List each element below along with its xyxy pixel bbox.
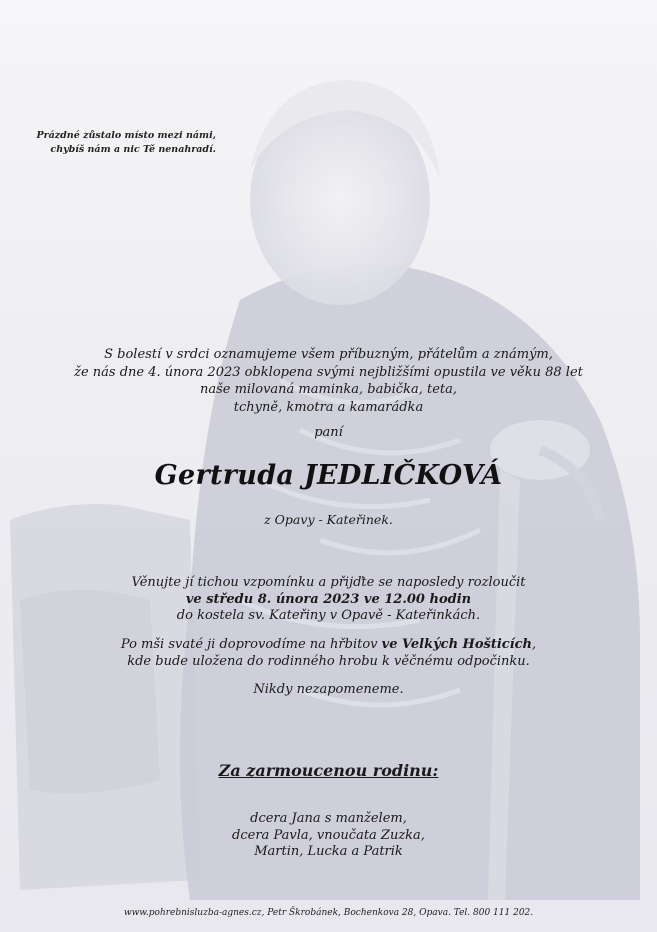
funeral-datetime: ve středu 8. února 2023 ve 12.00 hodin — [185, 591, 472, 607]
burial-line: Po mši svaté ji doprovodíme na hřbitov ve Velkých Hošticích, — [120, 637, 537, 652]
family-heading: Za zarmoucenou rodinu: — [218, 761, 439, 780]
cemetery-name: ve Velkých Hošticích — [381, 637, 532, 652]
verse-line: Prázdné zůstalo místo mezi námi, — [36, 130, 216, 141]
announcement-line: naše milovaná maminka, babička, teta, — [199, 382, 458, 397]
announcement-line: že nás dne 4. února 2023 obklopena svými nejbližšími opustila ve věku 88 let — [74, 364, 583, 380]
family-member-line: Martin, Lucka a Patrik — [254, 844, 403, 859]
deceased-name: Gertruda JEDLIČKOVÁ — [154, 460, 503, 491]
burial-line: kde bude uložena do rodinného hrobu k věčnému odpočinku. — [127, 653, 530, 669]
verse-line: chybíš nám a nic Tě nenahradí. — [50, 144, 216, 155]
closing-line: Nikdy nezapomeneme. — [253, 682, 404, 697]
family-list — [0, 811, 657, 861]
origin-text: z Opavy - Kateřinek. — [264, 512, 393, 527]
funeral-service-footer: www.pohrebnisluzba-agnes.cz, Petr Škrobánek, Bochenkova 28, Opava. Tel. 800 111 202. — [123, 908, 534, 918]
announcement-line: S bolestí v srdci oznamujeme všem příbuzným, přátelům a známým, — [104, 347, 553, 362]
title-word: paní — [314, 425, 343, 440]
funeral-place: do kostela sv. Kateřiny v Opavě - Kateřinkách. — [176, 608, 481, 623]
verse-quote — [20, 129, 216, 157]
announcement-text — [0, 346, 657, 416]
funeral-details — [0, 575, 657, 625]
family-member-line: dcera Jana s manželem, — [250, 811, 407, 826]
announcement-line: tchyně, kmotra a kamarádka — [233, 399, 424, 415]
family-member-line: dcera Pavla, vnoučata Zuzka, — [232, 827, 425, 843]
burial-details — [0, 637, 657, 670]
funeral-line: Věnujte jí tichou vzpomínku a přijďte se naposledy rozloučit — [131, 575, 526, 590]
